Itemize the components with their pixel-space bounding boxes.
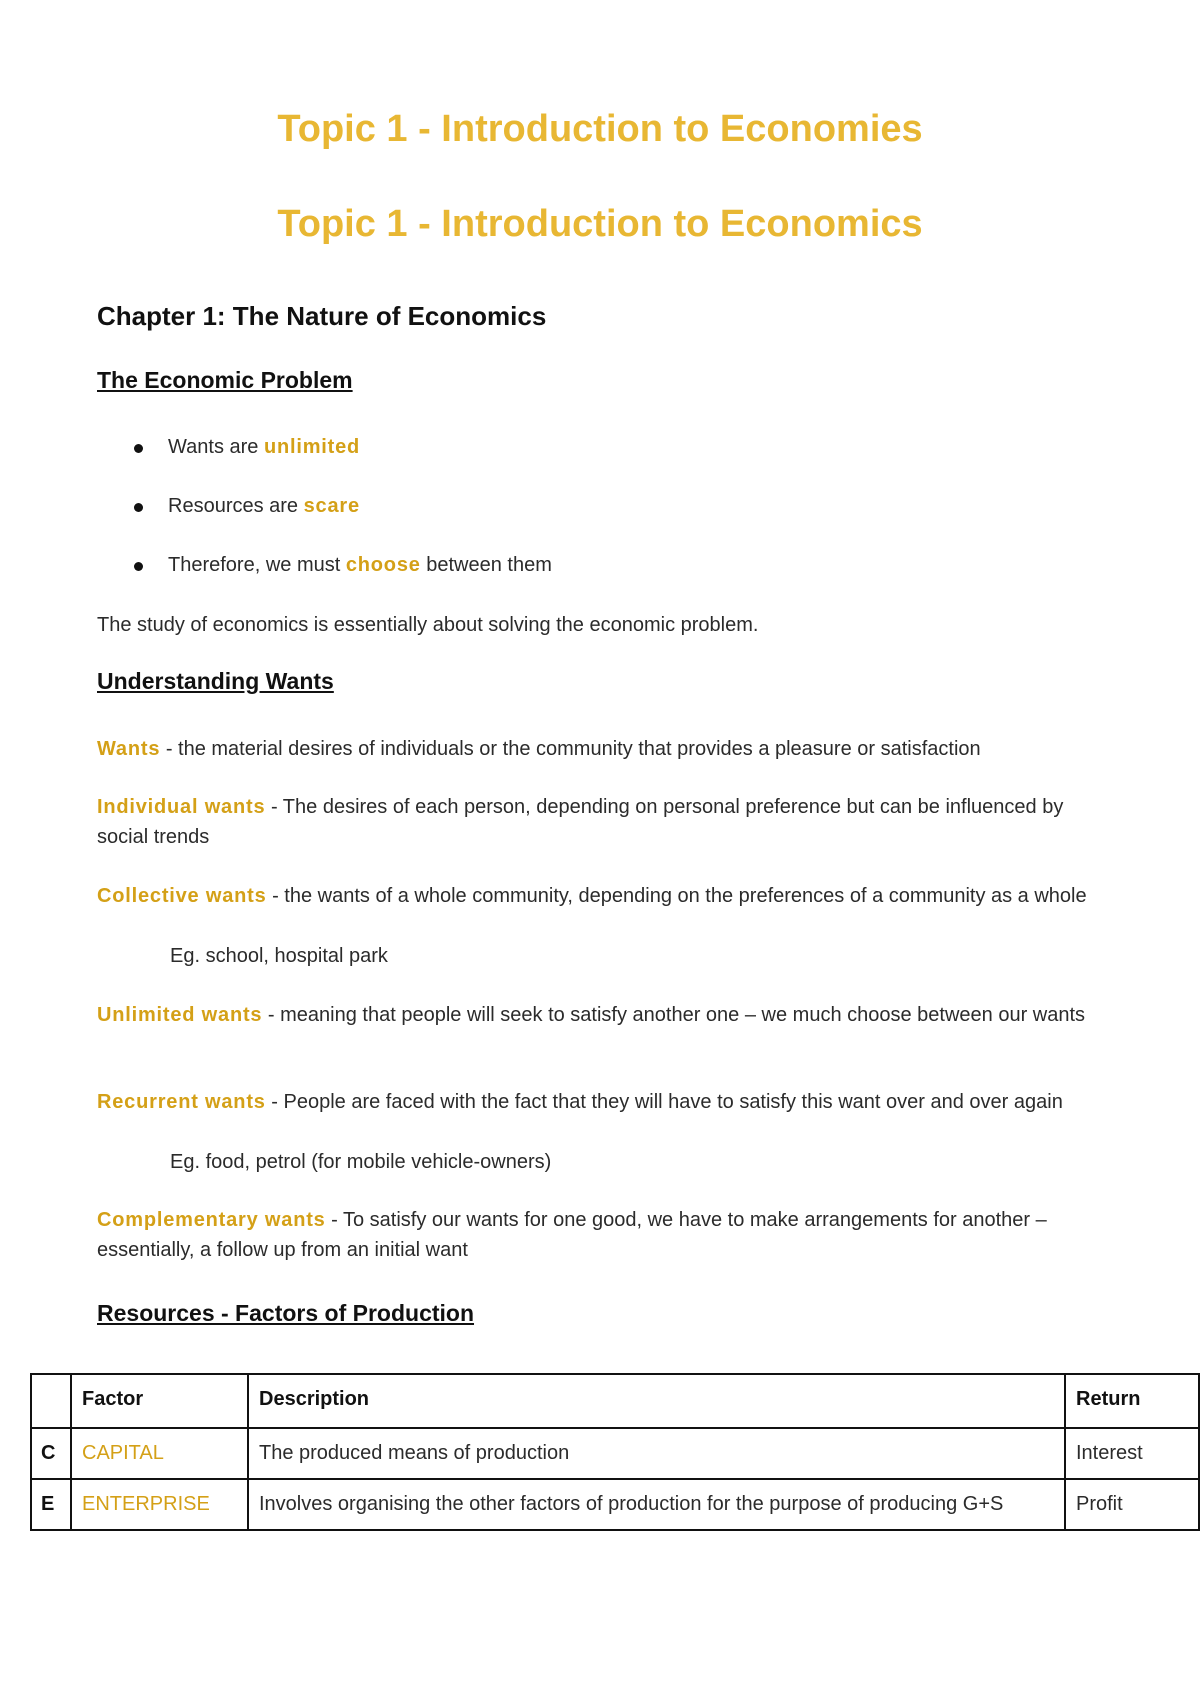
section-heading-economic-problem: The Economic Problem bbox=[97, 367, 353, 393]
table-cell-description: The produced means of production bbox=[248, 1428, 1065, 1479]
definition-collective-wants bbox=[97, 881, 1107, 911]
factors-table bbox=[30, 1373, 1200, 1531]
bullet-highlight: choose bbox=[345, 554, 421, 576]
section-heading-wants: Understanding Wants bbox=[97, 668, 334, 694]
bullet-item bbox=[168, 432, 360, 462]
table-row bbox=[31, 1428, 1199, 1479]
table-cell-description: Involves organising the other factors of production for the purpose of producing G+S bbox=[248, 1479, 1065, 1530]
bullet-item bbox=[168, 491, 360, 521]
table-header-cell bbox=[31, 1374, 71, 1428]
bullet-item bbox=[168, 550, 552, 580]
definition-unlimited-wants bbox=[97, 1000, 1107, 1030]
term: Recurrent wants bbox=[97, 1091, 266, 1113]
definition-complementary-wants bbox=[97, 1205, 1107, 1265]
table-cell-return: Profit bbox=[1065, 1479, 1199, 1530]
term: Wants bbox=[97, 738, 161, 760]
summary-paragraph: The study of economics is essentially about solving the economic problem. bbox=[97, 614, 759, 636]
term: Individual wants bbox=[97, 796, 266, 818]
document-title: Topic 1 - Introduction to Economies bbox=[277, 108, 923, 150]
bullet-highlight: unlimited bbox=[263, 436, 361, 458]
table-header-cell: Factor bbox=[71, 1374, 248, 1428]
chapter-heading: Chapter 1: The Nature of Economics bbox=[97, 301, 547, 331]
section-heading-resources: Resources - Factors of Production bbox=[97, 1300, 475, 1326]
bullet-dot bbox=[134, 562, 143, 571]
table-cell-return: Interest bbox=[1065, 1428, 1199, 1479]
bullet-text: Therefore, we must bbox=[168, 554, 346, 576]
definition: - the wants of a whole community, depending on the preferences of a community as a whole bbox=[266, 885, 1087, 907]
definition-wants bbox=[97, 734, 1107, 764]
definition: - meaning that people will seek to satisfy another one – we much choose between our wants bbox=[262, 1004, 1086, 1026]
definition: - the material desires of individuals or the community that provides a pleasure or satisfaction bbox=[160, 738, 981, 760]
bullet-highlight: scare bbox=[303, 495, 360, 517]
table-cell-factor: CAPITAL bbox=[71, 1428, 248, 1479]
term: Complementary wants bbox=[97, 1209, 326, 1231]
table-header-cell: Return bbox=[1065, 1374, 1199, 1428]
term: Collective wants bbox=[97, 885, 267, 907]
bullet-text: Wants are bbox=[168, 436, 264, 458]
bullet-text: Resources are bbox=[168, 495, 304, 517]
bullet-dot bbox=[134, 503, 143, 512]
table-header-cell: Description bbox=[248, 1374, 1065, 1428]
definition-recurrent-wants bbox=[97, 1087, 1107, 1117]
table-cell-letter: E bbox=[31, 1479, 71, 1530]
table-cell-letter: C bbox=[31, 1428, 71, 1479]
table-header-row bbox=[31, 1374, 1199, 1428]
definition: - People are faced with the fact that they will have to satisfy this want over and over again bbox=[265, 1091, 1063, 1113]
definition-individual-wants bbox=[97, 792, 1107, 852]
example-collective-wants: Eg. school, hospital park bbox=[170, 945, 388, 967]
term: Unlimited wants bbox=[97, 1004, 263, 1026]
table-cell-factor: ENTERPRISE bbox=[71, 1479, 248, 1530]
bullet-dot bbox=[134, 444, 143, 453]
definition: - To satisfy our wants for one good, we have to make arrangements for another – essentially, a follow up from an initial want bbox=[97, 1209, 1047, 1261]
table-row bbox=[31, 1479, 1199, 1530]
document-subtitle: Topic 1 - Introduction to Economics bbox=[277, 203, 923, 245]
example-recurrent-wants: Eg. food, petrol (for mobile vehicle-owners) bbox=[170, 1151, 552, 1173]
definition: - The desires of each person, depending on personal preference but can be influenced by social trends bbox=[97, 796, 1064, 848]
bullet-text: between them bbox=[420, 554, 552, 576]
